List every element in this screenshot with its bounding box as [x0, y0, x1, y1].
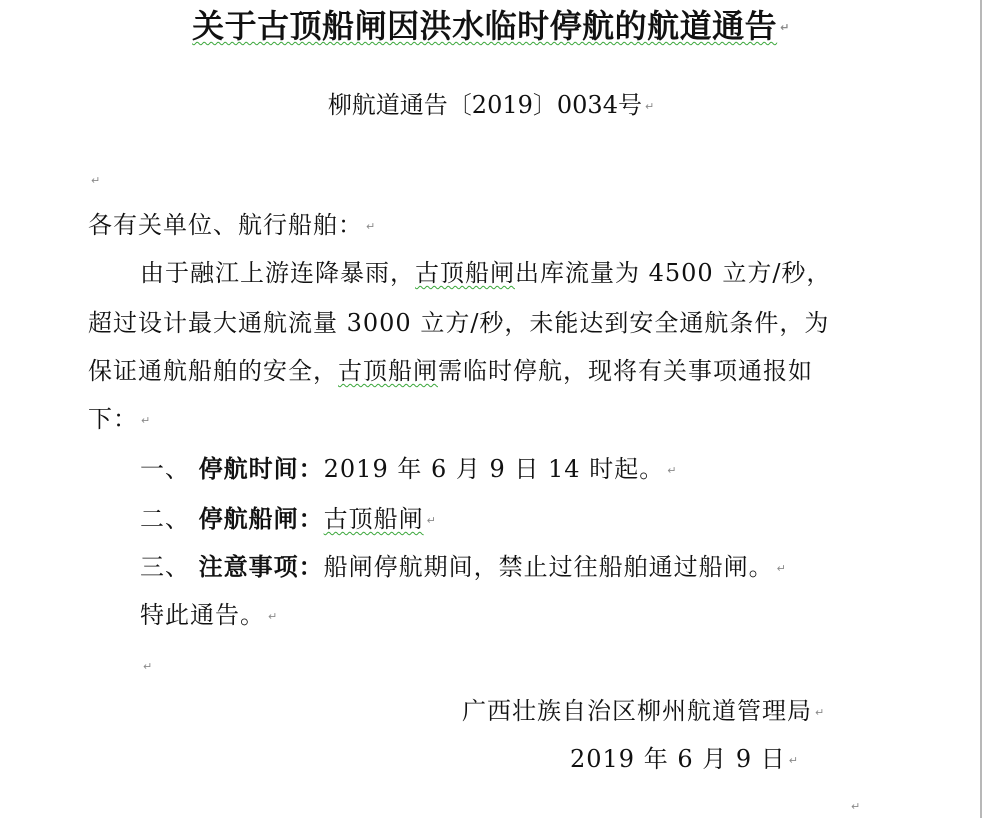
- notice-title: [0, 6, 982, 48]
- body-text: 出库流量为 4500 立方/秒，: [515, 259, 832, 287]
- lock-name: 古顶船闸: [415, 259, 515, 287]
- body-line-4: [88, 404, 151, 436]
- paragraph-mark-icon: ↵: [776, 561, 787, 575]
- empty-paragraph: [140, 650, 153, 682]
- item-label: 停航时间：: [198, 454, 324, 483]
- issue-date: [570, 744, 799, 776]
- empty-paragraph: [88, 164, 101, 196]
- body-text: 超过设计最大通航流量 3000 立方/秒，未能达到安全通航条件，为: [88, 309, 830, 337]
- paragraph-mark-icon: ↵: [644, 99, 655, 113]
- lock-name: 古顶船闸: [338, 357, 438, 385]
- paragraph-mark-icon: ↵: [780, 21, 790, 34]
- salutation: [88, 210, 376, 242]
- document-number: [0, 90, 982, 122]
- paragraph-mark-icon: ↵: [788, 753, 799, 767]
- item-1: [140, 454, 677, 486]
- paragraph-mark-icon: ↵: [851, 799, 862, 813]
- body-text: 由于融江上游连降暴雨，: [140, 259, 415, 287]
- body-line-3: [88, 356, 813, 386]
- empty-paragraph: [848, 790, 861, 818]
- paragraph-mark-icon: ↵: [426, 513, 437, 527]
- paragraph-mark-icon: ↵: [268, 609, 279, 623]
- title-text: 关于古顶船闸因洪水临时停航的航道通告: [192, 7, 778, 45]
- issuer-text: 广西壮族自治区柳州航道管理局: [462, 697, 812, 725]
- item-number: 二、: [140, 505, 190, 533]
- body-line-1: [140, 258, 831, 288]
- paragraph-mark-icon: ↵: [143, 659, 154, 673]
- body-text: 需临时停航，现将有关事项通报如: [438, 357, 813, 385]
- item-value: 船闸停航期间，禁止过往船舶通过船闸。: [323, 553, 774, 581]
- paragraph-mark-icon: ↵: [366, 219, 377, 233]
- paragraph-mark-icon: ↵: [91, 173, 102, 187]
- closing: [140, 600, 278, 632]
- paragraph-mark-icon: ↵: [815, 705, 826, 719]
- item-value: 古顶船闸: [323, 505, 424, 533]
- item-number: 三、: [140, 553, 190, 581]
- body-text: 下：: [88, 405, 138, 433]
- closing-text: 特此通告。: [140, 601, 265, 629]
- salutation-text: 各有关单位、航行船舶：: [88, 211, 363, 239]
- document-number-text: 柳航道通告〔2019〕0034号: [327, 91, 642, 119]
- item-3: [140, 552, 787, 584]
- body-line-2: [88, 308, 829, 338]
- paragraph-mark-icon: ↵: [667, 463, 678, 477]
- item-label: 停航船闸：: [198, 504, 324, 533]
- item-value: 2019 年 6 月 9 日 14 时起。: [323, 455, 665, 483]
- issuer: [462, 696, 825, 728]
- item-label: 注意事项：: [198, 552, 324, 581]
- body-text: 保证通航船舶的安全，: [88, 357, 338, 385]
- item-2: [140, 504, 437, 536]
- date-text: 2019 年 6 月 9 日: [570, 745, 786, 773]
- paragraph-mark-icon: ↵: [141, 413, 152, 427]
- item-number: 一、: [140, 455, 190, 483]
